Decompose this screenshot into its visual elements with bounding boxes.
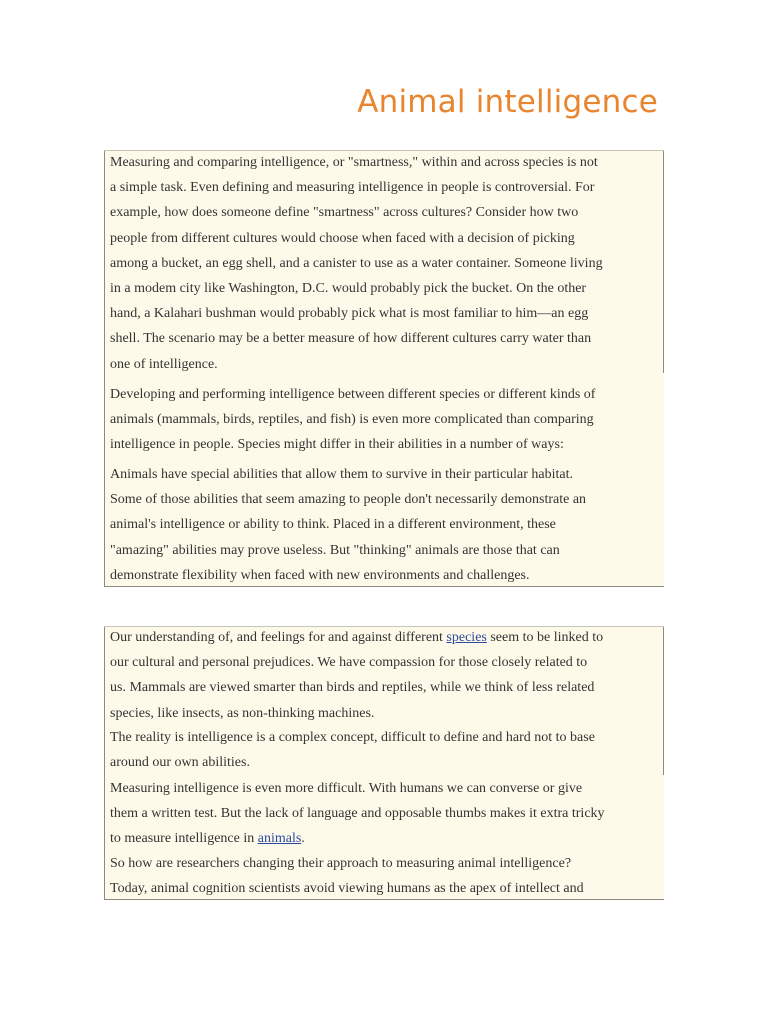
text-line: around our own abilities. bbox=[110, 755, 250, 771]
text-line: one of intelligence. bbox=[110, 356, 218, 372]
text-line bbox=[110, 625, 662, 650]
species-link[interactable]: species bbox=[446, 630, 487, 645]
paragraph bbox=[110, 462, 662, 588]
text-line: example, how does someone define "smartness" across cultures? Consider how two bbox=[110, 205, 579, 221]
text-line: a simple task. Even defining and measuring intelligence in people is controversial. For bbox=[110, 180, 595, 196]
text-line: Some of those abilities that seem amazing to people don't necessarily demonstrate an bbox=[110, 492, 587, 508]
text-line: shell. The scenario may be a better measure of how different cultures carry water than bbox=[110, 331, 592, 347]
paragraph bbox=[110, 776, 662, 852]
paragraph bbox=[110, 382, 662, 458]
text-line: us. Mammals are viewed smarter than birds and reptiles, while we think of less related bbox=[110, 680, 595, 696]
page-title: Animal intelligence bbox=[357, 84, 658, 120]
text-line: animal's intelligence or ability to think. Placed in a different environment, these bbox=[110, 517, 556, 533]
text-line: hand, a Kalahari bushman would probably pick what is most familiar to him—an egg bbox=[110, 306, 589, 322]
left-border-bar bbox=[104, 151, 105, 373]
text-line: in a modem city like Washington, D.C. would probably pick the bucket. On the other bbox=[110, 281, 587, 297]
text-run: seem to be linked to bbox=[486, 630, 604, 645]
paragraph bbox=[110, 625, 662, 726]
animals-link[interactable]: animals bbox=[257, 831, 302, 847]
right-border-bar bbox=[663, 627, 664, 775]
text-line: demonstrate flexibility when faced with new environments and challenges. bbox=[110, 567, 530, 583]
text-run: . bbox=[301, 831, 305, 847]
text-run: Our understanding of, and feelings for and against different bbox=[110, 630, 447, 645]
text-line: Animals have special abilities that allow them to survive in their particular habitat. bbox=[110, 467, 574, 482]
text-section-1 bbox=[104, 150, 664, 587]
text-line: So how are researchers changing their approach to measuring animal intelligence? bbox=[110, 856, 572, 871]
paragraph bbox=[110, 851, 662, 901]
text-run: to measure intelligence in bbox=[110, 831, 258, 847]
text-line: Today, animal cognition scientists avoid viewing humans as the apex of intellect and bbox=[110, 881, 584, 897]
text-line: Measuring and comparing intelligence, or "smartness," within and across species is not bbox=[110, 155, 598, 170]
text-line: "amazing" abilities may prove useless. But "thinking" animals are those that can bbox=[110, 542, 560, 558]
text-line: them a written test. But the lack of language and opposable thumbs makes it extra tricky bbox=[110, 806, 605, 822]
text-line: people from different cultures would choose when faced with a decision of picking bbox=[110, 230, 575, 246]
text-line: Measuring intelligence is even more difficult. With humans we can converse or give bbox=[110, 781, 583, 796]
text-line bbox=[110, 826, 662, 851]
left-border-bar bbox=[104, 373, 105, 587]
text-line: animals (mammals, birds, reptiles, and fish) is even more complicated than comparing bbox=[110, 412, 594, 428]
text-line: intelligence in people. Species might differ in their abilities in a number of ways: bbox=[110, 437, 564, 453]
left-border-bar bbox=[104, 627, 105, 775]
text-section-2 bbox=[104, 626, 664, 900]
text-line: our cultural and personal prejudices. We have compassion for those closely related to bbox=[110, 655, 588, 671]
text-line: species, like insects, as non-thinking machines. bbox=[110, 705, 375, 721]
paragraph bbox=[110, 725, 662, 775]
text-line: The reality is intelligence is a complex concept, difficult to define and hard not to base bbox=[110, 730, 595, 745]
left-border-bar bbox=[104, 775, 105, 900]
text-line: Developing and performing intelligence between different species or different kinds of bbox=[110, 387, 596, 402]
text-line: among a bucket, an egg shell, and a canister to use as a water container. Someone living bbox=[110, 255, 603, 271]
right-border-bar bbox=[663, 151, 664, 373]
paragraph bbox=[110, 150, 662, 377]
